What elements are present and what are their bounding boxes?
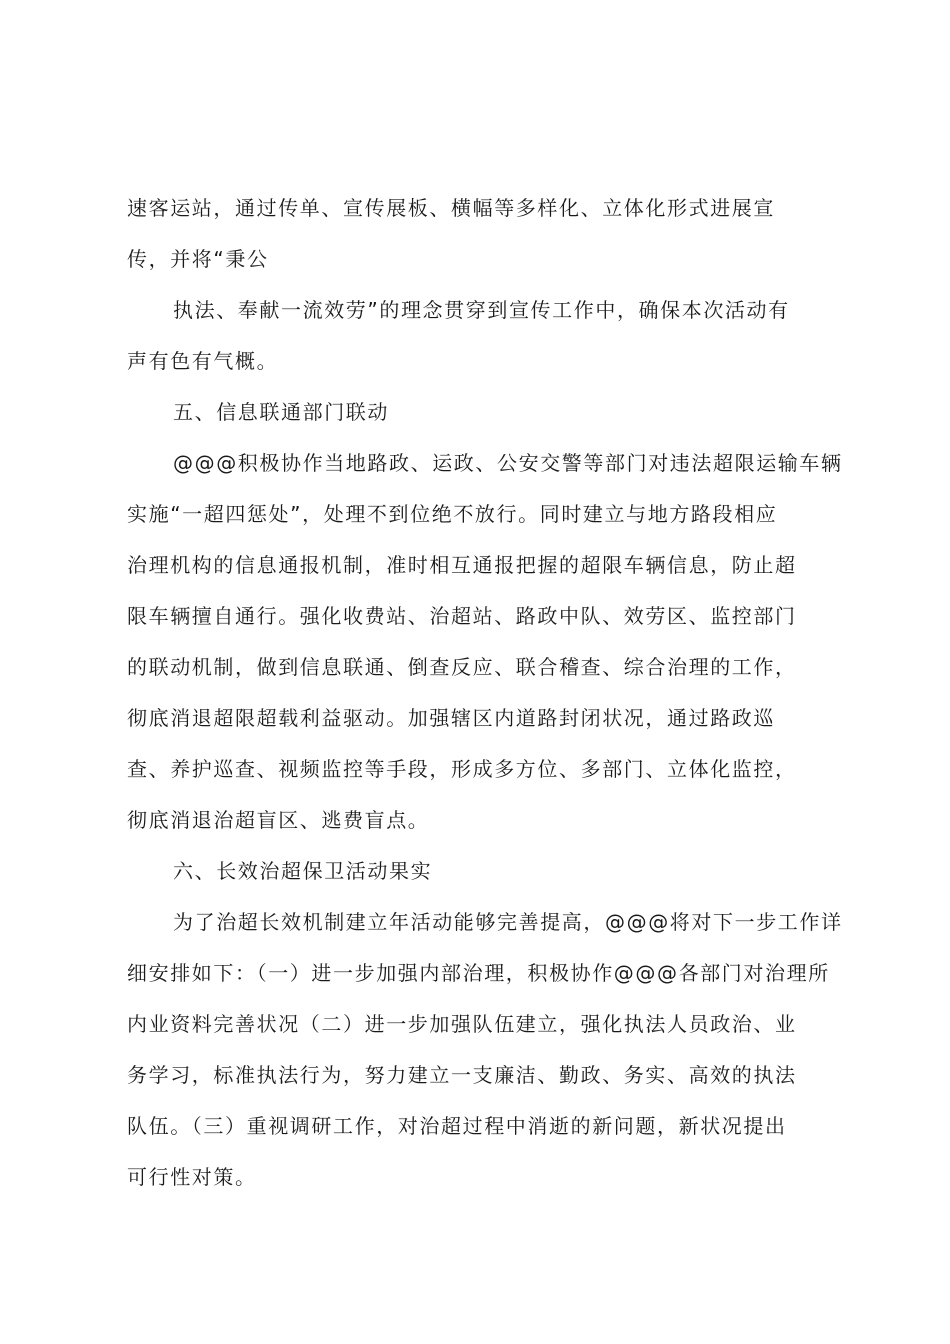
section-heading: 六、长效治超保卫活动果实 <box>173 859 433 883</box>
paragraph-line: 执法、奉献一流效劳”的理念贯穿到宣传工作中，确保本次活动有 <box>173 298 790 322</box>
paragraph-line: 可行性对策。 <box>127 1165 257 1189</box>
paragraph-line: 队伍。（三）重视调研工作，对治超过程中消逝的新问题，新状况提出 <box>127 1114 787 1138</box>
section-heading: 五、信息联通部门联动 <box>173 400 389 424</box>
paragraph-line: 治理机构的信息通报机制，准时相互通报把握的超限车辆信息，防止超 <box>127 553 797 577</box>
paragraph-line: 限车辆擅自通行。强化收费站、治超站、路政中队、效劳区、监控部门 <box>127 604 797 628</box>
paragraph-line: 的联动机制，做到信息联通、倒查反应、联合稽查、综合治理的工作， <box>127 655 797 679</box>
document-body <box>127 183 843 1203</box>
paragraph-line: 为了治超长效机制建立年活动能够完善提高，@@@将对下一步工作详 <box>173 910 843 934</box>
paragraph-line: 细安排如下：（一）进一步加强内部治理，积极协作@@@各部门对治理所 <box>127 961 830 985</box>
paragraph-line: 彻底消退治超盲区、逃费盲点。 <box>127 808 430 832</box>
paragraph-line: 速客运站，通过传单、宣传展板、横幅等多样化、立体化形式进展宣 <box>127 196 775 220</box>
paragraph-line: 声有色有气概。 <box>127 349 279 373</box>
paragraph-line: 内业资料完善状况（二）进一步加强队伍建立，强化执法人员政治、业 <box>127 1012 797 1036</box>
paragraph-line: 实施“一超四惩处”，处理不到位绝不放行。同时建立与地方路段相应 <box>127 502 778 526</box>
paragraph-line: @@@积极协作当地路政、运政、公安交警等部门对违法超限运输车辆 <box>173 451 843 475</box>
paragraph-line: 务学习，标准执法行为，努力建立一支廉洁、勤政、务实、高效的执法 <box>127 1063 797 1087</box>
paragraph-line: 传，并将“秉公 <box>127 247 269 271</box>
paragraph-line: 彻底消退超限超载利益驱动。加强辖区内道路封闭状况，通过路政巡 <box>127 706 775 730</box>
paragraph-line: 查、养护巡查、视频监控等手段，形成多方位、多部门、立体化监控， <box>127 757 797 781</box>
